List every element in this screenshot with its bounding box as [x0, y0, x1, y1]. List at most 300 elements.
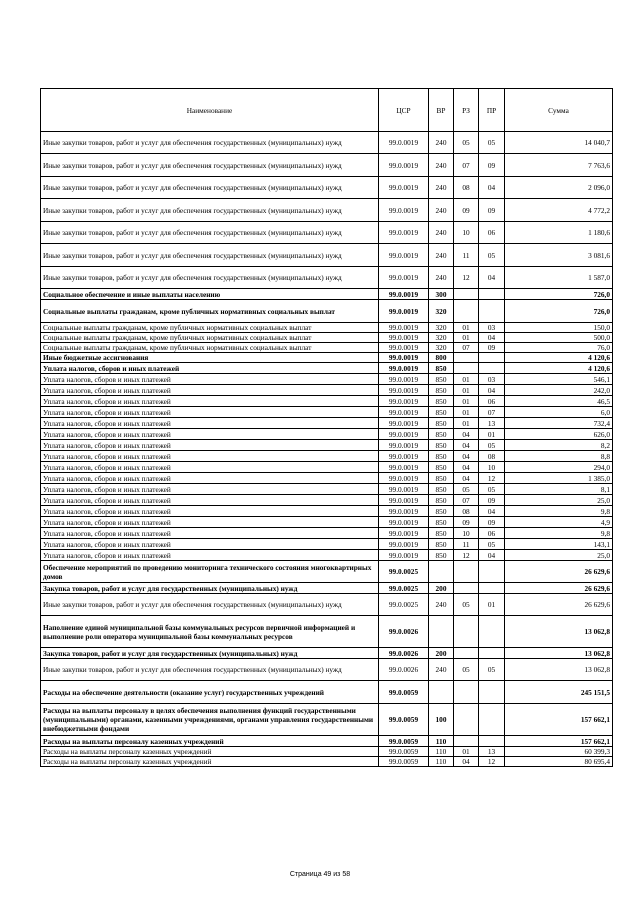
cell-rz: 11 — [454, 244, 479, 267]
cell-vr: 850 — [429, 517, 454, 528]
table-row — [41, 333, 613, 343]
cell-csr: 99.0.0019 — [379, 495, 429, 506]
cell-csr: 99.0.0026 — [379, 659, 429, 681]
cell-sum: 14 040,7 — [505, 132, 613, 154]
cell-rz: 04 — [454, 429, 479, 440]
cell-name: Уплата налогов, сборов и иных платежей — [41, 363, 379, 374]
cell-rz — [454, 353, 479, 363]
cell-sum: 500,0 — [505, 333, 613, 343]
cell-vr — [429, 681, 454, 704]
cell-pr: 05 — [479, 484, 505, 495]
cell-vr: 240 — [429, 244, 454, 267]
cell-rz: 04 — [454, 757, 479, 767]
cell-name: Уплата налогов, сборов и иных платежей — [41, 374, 379, 385]
header-vr: ВР — [429, 89, 454, 132]
cell-pr: 05 — [479, 539, 505, 550]
cell-csr: 99.0.0019 — [379, 517, 429, 528]
cell-pr — [479, 561, 505, 583]
cell-sum: 76,0 — [505, 343, 613, 353]
cell-pr: 12 — [479, 473, 505, 484]
cell-sum: 26 629,6 — [505, 583, 613, 594]
cell-name: Уплата налогов, сборов и иных платежей — [41, 495, 379, 506]
cell-name: Уплата налогов, сборов и иных платежей — [41, 506, 379, 517]
cell-rz — [454, 704, 479, 736]
cell-pr: 05 — [479, 659, 505, 681]
cell-pr: 03 — [479, 323, 505, 333]
cell-sum: 25,0 — [505, 550, 613, 561]
cell-csr: 99.0.0019 — [379, 539, 429, 550]
table-row — [41, 757, 613, 767]
cell-name: Социальные выплаты гражданам, кроме публичных нормативных социальных выплат — [41, 343, 379, 353]
cell-vr: 850 — [429, 396, 454, 407]
cell-pr — [479, 616, 505, 648]
cell-pr: 04 — [479, 506, 505, 517]
cell-name: Расходы на выплаты персоналу казенных учреждений — [41, 747, 379, 757]
cell-pr: 01 — [479, 429, 505, 440]
cell-csr: 99.0.0025 — [379, 583, 429, 594]
cell-pr — [479, 583, 505, 594]
cell-sum: 3 081,6 — [505, 244, 613, 267]
cell-csr: 99.0.0059 — [379, 757, 429, 767]
cell-rz — [454, 616, 479, 648]
cell-rz: 01 — [454, 385, 479, 396]
budget-table — [40, 88, 613, 767]
cell-pr — [479, 681, 505, 704]
table-row — [41, 132, 613, 154]
cell-rz — [454, 648, 479, 659]
cell-rz: 01 — [454, 747, 479, 757]
table-row — [41, 528, 613, 539]
cell-rz: 01 — [454, 396, 479, 407]
cell-name: Уплата налогов, сборов и иных платежей — [41, 550, 379, 561]
cell-vr: 240 — [429, 659, 454, 681]
cell-sum: 4 120,6 — [505, 353, 613, 363]
cell-rz: 04 — [454, 473, 479, 484]
cell-rz: 01 — [454, 374, 479, 385]
table-row — [41, 244, 613, 267]
cell-pr: 12 — [479, 757, 505, 767]
cell-csr: 99.0.0019 — [379, 462, 429, 473]
cell-pr: 04 — [479, 385, 505, 396]
cell-sum: 8,1 — [505, 484, 613, 495]
cell-name: Обеспечение мероприятий по проведению мониторинга технического состояния многоквартирных домов — [41, 561, 379, 583]
cell-name: Уплата налогов, сборов и иных платежей — [41, 528, 379, 539]
cell-sum: 1 385,0 — [505, 473, 613, 484]
cell-csr: 99.0.0059 — [379, 747, 429, 757]
cell-rz: 05 — [454, 594, 479, 616]
cell-rz — [454, 289, 479, 300]
cell-pr: 09 — [479, 199, 505, 222]
page-number: Страница 49 из 58 — [289, 871, 351, 878]
cell-csr: 99.0.0019 — [379, 407, 429, 418]
cell-csr: 99.0.0019 — [379, 323, 429, 333]
cell-csr: 99.0.0019 — [379, 222, 429, 244]
cell-csr: 99.0.0025 — [379, 561, 429, 583]
table-header-row — [41, 89, 613, 132]
cell-vr: 850 — [429, 528, 454, 539]
cell-name: Иные закупки товаров, работ и услуг для обеспечения государственных (муниципальных) нужд — [41, 154, 379, 177]
cell-csr: 99.0.0025 — [379, 594, 429, 616]
cell-rz: 09 — [454, 199, 479, 222]
cell-name: Уплата налогов, сборов и иных платежей — [41, 418, 379, 429]
table-row — [41, 177, 613, 199]
cell-pr — [479, 300, 505, 323]
cell-vr: 240 — [429, 154, 454, 177]
cell-vr: 320 — [429, 343, 454, 353]
table-row — [41, 407, 613, 418]
cell-vr: 300 — [429, 289, 454, 300]
cell-rz: 12 — [454, 550, 479, 561]
cell-rz: 07 — [454, 495, 479, 506]
cell-name: Расходы на обеспечение деятельности (оказание услуг) государственных учреждений — [41, 681, 379, 704]
header-name: Наименование — [41, 89, 379, 132]
cell-rz — [454, 363, 479, 374]
cell-vr: 850 — [429, 473, 454, 484]
cell-sum: 25,0 — [505, 495, 613, 506]
cell-name: Социальные выплаты гражданам, кроме публичных нормативных социальных выплат — [41, 300, 379, 323]
cell-name: Иные закупки товаров, работ и услуг для обеспечения государственных (муниципальных) нужд — [41, 132, 379, 154]
cell-pr: 05 — [479, 244, 505, 267]
table-row — [41, 736, 613, 747]
table-row — [41, 418, 613, 429]
cell-name: Расходы на выплаты персоналу казенных учреждений — [41, 757, 379, 767]
cell-name: Уплата налогов, сборов и иных платежей — [41, 451, 379, 462]
cell-sum: 80 695,4 — [505, 757, 613, 767]
table-row — [41, 583, 613, 594]
cell-name: Уплата налогов, сборов и иных платежей — [41, 517, 379, 528]
table-row — [41, 506, 613, 517]
cell-sum: 245 151,5 — [505, 681, 613, 704]
cell-name: Иные закупки товаров, работ и услуг для обеспечения государственных (муниципальных) нужд — [41, 177, 379, 199]
cell-vr — [429, 616, 454, 648]
cell-rz — [454, 681, 479, 704]
table-body — [41, 132, 613, 767]
cell-pr: 08 — [479, 451, 505, 462]
cell-sum: 1 587,0 — [505, 267, 613, 289]
cell-name: Иные закупки товаров, работ и услуг для обеспечения государственных (муниципальных) нужд — [41, 659, 379, 681]
table-row — [41, 353, 613, 363]
cell-rz: 10 — [454, 222, 479, 244]
cell-csr: 99.0.0026 — [379, 616, 429, 648]
cell-vr: 850 — [429, 418, 454, 429]
cell-csr: 99.0.0019 — [379, 484, 429, 495]
table-row — [41, 561, 613, 583]
cell-rz: 01 — [454, 333, 479, 343]
cell-name: Иные закупки товаров, работ и услуг для обеспечения государственных (муниципальных) нужд — [41, 222, 379, 244]
cell-name: Закупка товаров, работ и услуг для государственных (муниципальных) нужд — [41, 583, 379, 594]
cell-sum: 143,1 — [505, 539, 613, 550]
cell-name: Иные закупки товаров, работ и услуг для обеспечения государственных (муниципальных) нужд — [41, 244, 379, 267]
cell-pr: 05 — [479, 440, 505, 451]
cell-csr: 99.0.0059 — [379, 681, 429, 704]
cell-pr — [479, 736, 505, 747]
cell-rz: 07 — [454, 343, 479, 353]
cell-name: Социальные выплаты гражданам, кроме публичных нормативных социальных выплат — [41, 323, 379, 333]
cell-vr: 850 — [429, 495, 454, 506]
cell-vr: 850 — [429, 407, 454, 418]
cell-rz: 01 — [454, 323, 479, 333]
cell-vr: 100 — [429, 704, 454, 736]
cell-vr: 850 — [429, 550, 454, 561]
cell-vr: 850 — [429, 374, 454, 385]
cell-pr: 05 — [479, 132, 505, 154]
cell-name: Социальные выплаты гражданам, кроме публичных нормативных социальных выплат — [41, 333, 379, 343]
cell-sum: 7 763,6 — [505, 154, 613, 177]
cell-name: Уплата налогов, сборов и иных платежей — [41, 440, 379, 451]
cell-vr: 320 — [429, 323, 454, 333]
table-row — [41, 594, 613, 616]
cell-vr: 850 — [429, 363, 454, 374]
cell-name: Уплата налогов, сборов и иных платежей — [41, 484, 379, 495]
cell-sum: 13 062,8 — [505, 648, 613, 659]
cell-vr: 850 — [429, 451, 454, 462]
cell-csr: 99.0.0019 — [379, 353, 429, 363]
cell-vr: 110 — [429, 757, 454, 767]
header-csr: ЦСР — [379, 89, 429, 132]
cell-name: Уплата налогов, сборов и иных платежей — [41, 429, 379, 440]
cell-pr: 04 — [479, 333, 505, 343]
cell-pr: 04 — [479, 177, 505, 199]
cell-sum: 60 399,3 — [505, 747, 613, 757]
table-row — [41, 704, 613, 736]
table-row — [41, 300, 613, 323]
cell-vr: 240 — [429, 132, 454, 154]
cell-csr: 99.0.0019 — [379, 429, 429, 440]
cell-vr: 320 — [429, 300, 454, 323]
cell-vr: 850 — [429, 385, 454, 396]
cell-csr: 99.0.0019 — [379, 440, 429, 451]
cell-vr: 320 — [429, 333, 454, 343]
cell-pr — [479, 353, 505, 363]
cell-csr: 99.0.0019 — [379, 473, 429, 484]
cell-csr: 99.0.0019 — [379, 244, 429, 267]
cell-rz: 01 — [454, 418, 479, 429]
cell-vr: 200 — [429, 648, 454, 659]
cell-rz: 10 — [454, 528, 479, 539]
cell-pr: 04 — [479, 267, 505, 289]
cell-csr: 99.0.0019 — [379, 333, 429, 343]
cell-name: Закупка товаров, работ и услуг для государственных (муниципальных) нужд — [41, 648, 379, 659]
cell-pr: 09 — [479, 343, 505, 353]
cell-vr: 240 — [429, 594, 454, 616]
cell-sum: 294,0 — [505, 462, 613, 473]
cell-pr: 06 — [479, 396, 505, 407]
table-row — [41, 154, 613, 177]
cell-rz: 08 — [454, 177, 479, 199]
cell-sum: 150,0 — [505, 323, 613, 333]
cell-name: Уплата налогов, сборов и иных платежей — [41, 462, 379, 473]
cell-sum: 6,0 — [505, 407, 613, 418]
cell-rz: 07 — [454, 154, 479, 177]
cell-pr: 13 — [479, 418, 505, 429]
cell-sum: 4 772,2 — [505, 199, 613, 222]
cell-csr: 99.0.0019 — [379, 506, 429, 517]
cell-sum: 26 629,6 — [505, 561, 613, 583]
cell-csr: 99.0.0019 — [379, 385, 429, 396]
cell-vr: 200 — [429, 583, 454, 594]
table-row — [41, 385, 613, 396]
cell-name: Расходы на выплаты персоналу казенных учреждений — [41, 736, 379, 747]
cell-pr: 09 — [479, 154, 505, 177]
cell-pr: 07 — [479, 407, 505, 418]
cell-name: Иные закупки товаров, работ и услуг для обеспечения государственных (муниципальных) нужд — [41, 199, 379, 222]
table-row — [41, 539, 613, 550]
cell-csr: 99.0.0019 — [379, 528, 429, 539]
cell-rz: 04 — [454, 440, 479, 451]
cell-csr: 99.0.0019 — [379, 289, 429, 300]
table-row — [41, 199, 613, 222]
cell-rz — [454, 736, 479, 747]
cell-csr: 99.0.0019 — [379, 451, 429, 462]
cell-csr: 99.0.0019 — [379, 132, 429, 154]
cell-pr: 10 — [479, 462, 505, 473]
cell-name: Социальное обеспечение и иные выплаты населению — [41, 289, 379, 300]
cell-pr: 13 — [479, 747, 505, 757]
cell-name: Уплата налогов, сборов и иных платежей — [41, 396, 379, 407]
cell-rz: 09 — [454, 517, 479, 528]
cell-sum: 157 662,1 — [505, 736, 613, 747]
cell-sum: 13 062,8 — [505, 616, 613, 648]
table-row — [41, 473, 613, 484]
cell-pr — [479, 289, 505, 300]
cell-pr: 06 — [479, 222, 505, 244]
cell-csr: 99.0.0019 — [379, 343, 429, 353]
cell-rz — [454, 583, 479, 594]
table-row — [41, 396, 613, 407]
cell-sum: 1 180,6 — [505, 222, 613, 244]
cell-pr — [479, 648, 505, 659]
cell-rz: 05 — [454, 132, 479, 154]
cell-name: Уплата налогов, сборов и иных платежей — [41, 539, 379, 550]
cell-sum: 546,1 — [505, 374, 613, 385]
cell-vr: 850 — [429, 506, 454, 517]
cell-sum: 157 662,1 — [505, 704, 613, 736]
cell-vr: 110 — [429, 736, 454, 747]
cell-csr: 99.0.0026 — [379, 648, 429, 659]
cell-csr: 99.0.0019 — [379, 418, 429, 429]
cell-rz: 11 — [454, 539, 479, 550]
header-sum: Сумма — [505, 89, 613, 132]
cell-csr: 99.0.0019 — [379, 374, 429, 385]
cell-sum: 13 062,8 — [505, 659, 613, 681]
header-rz: РЗ — [454, 89, 479, 132]
table-row — [41, 451, 613, 462]
cell-name: Уплата налогов, сборов и иных платежей — [41, 407, 379, 418]
table-row — [41, 517, 613, 528]
cell-pr: 04 — [479, 550, 505, 561]
cell-name: Уплата налогов, сборов и иных платежей — [41, 385, 379, 396]
cell-csr: 99.0.0019 — [379, 154, 429, 177]
table-row — [41, 374, 613, 385]
cell-pr — [479, 704, 505, 736]
cell-pr: 01 — [479, 594, 505, 616]
table-row — [41, 648, 613, 659]
cell-sum: 8,8 — [505, 451, 613, 462]
cell-csr: 99.0.0019 — [379, 550, 429, 561]
table-row — [41, 289, 613, 300]
cell-pr: 09 — [479, 495, 505, 506]
cell-pr: 06 — [479, 528, 505, 539]
cell-name: Уплата налогов, сборов и иных платежей — [41, 473, 379, 484]
cell-rz: 05 — [454, 484, 479, 495]
cell-sum: 726,0 — [505, 289, 613, 300]
header-pr: ПР — [479, 89, 505, 132]
cell-vr: 110 — [429, 747, 454, 757]
cell-sum: 46,5 — [505, 396, 613, 407]
cell-vr: 850 — [429, 462, 454, 473]
table-row — [41, 323, 613, 333]
cell-rz: 04 — [454, 451, 479, 462]
cell-name: Расходы на выплаты персоналу в целях обеспечения выполнения функций государственными (муниципальными) органами, казенными учреждениями, органами управления государственными внебюджетными фондами — [41, 704, 379, 736]
table-row — [41, 659, 613, 681]
cell-csr: 99.0.0019 — [379, 267, 429, 289]
cell-name: Иные закупки товаров, работ и услуг для обеспечения государственных (муниципальных) нужд — [41, 267, 379, 289]
cell-vr: 240 — [429, 267, 454, 289]
cell-rz — [454, 300, 479, 323]
cell-sum: 732,4 — [505, 418, 613, 429]
cell-sum: 8,2 — [505, 440, 613, 451]
cell-pr: 03 — [479, 374, 505, 385]
table-row — [41, 363, 613, 374]
cell-csr: 99.0.0019 — [379, 177, 429, 199]
cell-vr: 240 — [429, 222, 454, 244]
cell-csr: 99.0.0019 — [379, 396, 429, 407]
cell-vr: 800 — [429, 353, 454, 363]
cell-rz: 01 — [454, 407, 479, 418]
cell-rz — [454, 561, 479, 583]
cell-sum: 242,0 — [505, 385, 613, 396]
cell-vr: 850 — [429, 539, 454, 550]
cell-vr — [429, 561, 454, 583]
cell-csr: 99.0.0059 — [379, 704, 429, 736]
cell-vr: 850 — [429, 429, 454, 440]
cell-sum: 726,0 — [505, 300, 613, 323]
cell-vr: 850 — [429, 440, 454, 451]
cell-rz: 05 — [454, 659, 479, 681]
table-row — [41, 440, 613, 451]
cell-sum: 626,0 — [505, 429, 613, 440]
cell-sum: 2 096,0 — [505, 177, 613, 199]
table-row — [41, 462, 613, 473]
table-row — [41, 429, 613, 440]
cell-csr: 99.0.0019 — [379, 363, 429, 374]
cell-pr: 09 — [479, 517, 505, 528]
table-row — [41, 267, 613, 289]
cell-sum: 4,9 — [505, 517, 613, 528]
cell-vr: 240 — [429, 177, 454, 199]
cell-name: Иные закупки товаров, работ и услуг для обеспечения государственных (муниципальных) нужд — [41, 594, 379, 616]
table-row — [41, 550, 613, 561]
cell-sum: 9,8 — [505, 506, 613, 517]
table-row — [41, 616, 613, 648]
cell-sum: 4 120,6 — [505, 363, 613, 374]
cell-csr: 99.0.0059 — [379, 736, 429, 747]
cell-vr: 240 — [429, 199, 454, 222]
cell-csr: 99.0.0019 — [379, 199, 429, 222]
cell-vr: 850 — [429, 484, 454, 495]
cell-name: Иные бюджетные ассигнования — [41, 353, 379, 363]
cell-rz: 04 — [454, 462, 479, 473]
cell-pr — [479, 363, 505, 374]
table-row — [41, 484, 613, 495]
cell-rz: 12 — [454, 267, 479, 289]
cell-sum: 26 629,6 — [505, 594, 613, 616]
table-row — [41, 495, 613, 506]
table-row — [41, 681, 613, 704]
cell-sum: 9,8 — [505, 528, 613, 539]
table-row — [41, 747, 613, 757]
cell-name: Наполнение единой муниципальной базы коммунальных ресурсов первичной информацией и выполнение роли оператора муниципальной базы коммунальных ресурсов — [41, 616, 379, 648]
